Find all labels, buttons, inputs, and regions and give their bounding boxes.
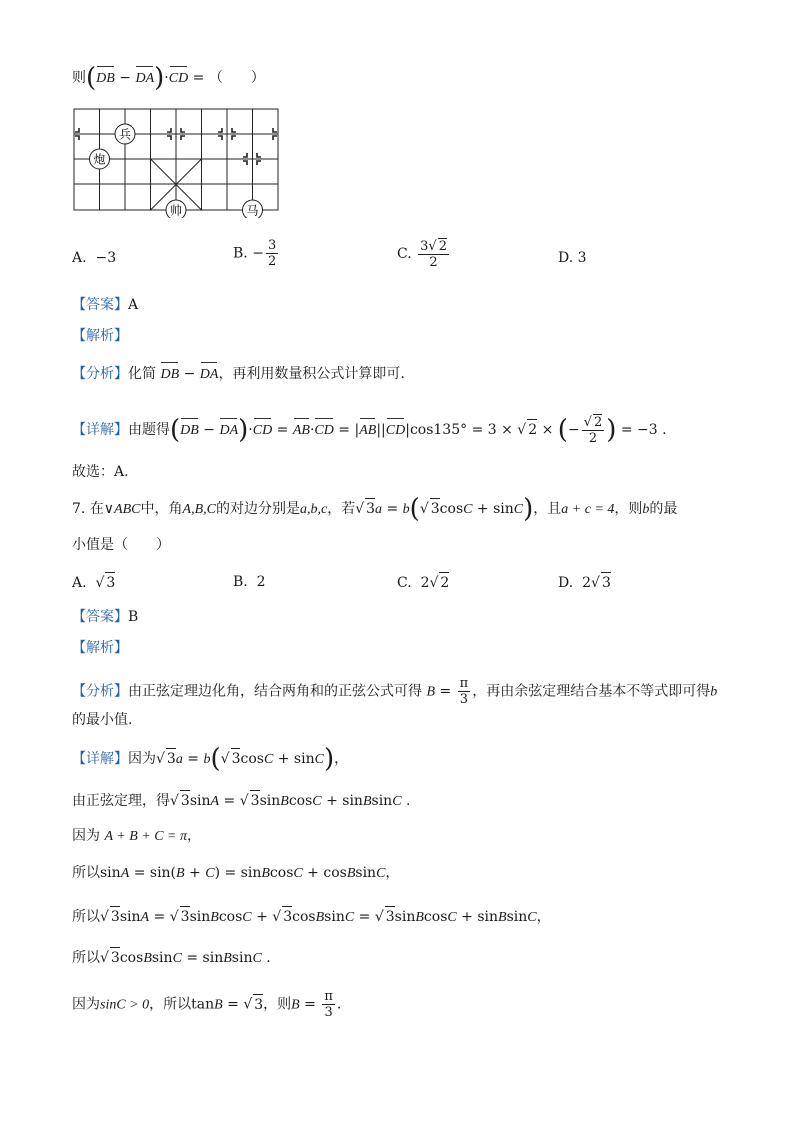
q6-analysis-heading: 【解析】 [72,328,128,344]
q7-analysis-heading: 【解析】 [72,640,128,656]
q7-stem-line1: 7. 在∨ABC中，角A,B,C的对边分别是a,b,c，若√ 3a = b(√ 3cosC + sinC)，且a + c = 4，则b的最 [72,494,678,524]
piece-bing-label: 兵 [118,127,132,142]
piece-ma-label: 马 [246,203,259,218]
q7-detail-6: 所以√ 3cosBsinC = sinBsinC . [72,947,271,969]
q6-option-b: B. − $\frac{3}{2}$ [233,238,277,269]
q6-option-d: D. 3 [558,250,587,266]
q7-detail-4: 所以sinA = sin(B + C) = sinBcosC + cosBsinC， [72,865,400,881]
piece-pao-label: 炮 [93,152,106,167]
q6-stem: 则(DB − DA)·CD = （ ） [72,63,265,93]
q7-detail-3: 因为 A + B + C = π， [72,828,201,844]
q7-answer: 【答案】B [72,609,139,625]
q6-option-c: C. $\frac{3√ 2}{2}$ [397,239,447,270]
q6-option-a: A. −3 [72,250,117,266]
q7-fenxi-line2: 的最小值. [72,712,133,728]
q7-option-b: B. 2 [233,574,266,590]
q7-option-c: C. 2√ 2 [397,572,449,593]
q6-choose: 故选：A. [72,464,129,480]
q7-detail-1: 【详解】因为√ 3a = b(√ 3cosC + sinC)， [72,744,349,774]
q7-detail-5: 所以√ 3sinA = √ 3sinBcosC + √ 3cosBsinC = √ 3sinBcosC + sinBsinC， [72,906,551,928]
q7-option-a: A. √ 3 [72,572,115,593]
q6-answer: 【答案】A [72,297,139,313]
q6-fenxi: 【分析】化简 DB − DA，再利用数量积公式计算即可. [72,364,405,385]
q7-detail-7: 因为sinC > 0，所以tanB = √ 3，则B = $\frac{\pi}{3}$ . [72,989,342,1020]
q7-stem-line2: 小值是（ ） [72,537,170,553]
q6-stem-suffix: = （ ） [188,70,265,86]
chess-board-figure [73,108,283,218]
q7-fenxi: 【分析】由正弦定理边化角，结合两角和的正弦公式可得 B = $\frac{\pi}{3}$ ，再由余弦定理结合基本不等式即可得b [72,676,718,707]
q6-detail: 【详解】由题得(DB − DA)·CD = AB·CD = |AB||CD|cos135° = 3 × √ 2 × (− $\frac{√ 2}{2}$ ) = −3 . [72,415,667,446]
q7-detail-2: 由正弦定理，得√ 3sinA = √ 3sinBcosC + sinBsinC . [72,790,410,812]
q6-stem-prefix: 则 [72,70,86,86]
piece-shuai-label: 帅 [169,203,183,218]
q7-option-d: D. 2√ 3 [558,572,611,593]
